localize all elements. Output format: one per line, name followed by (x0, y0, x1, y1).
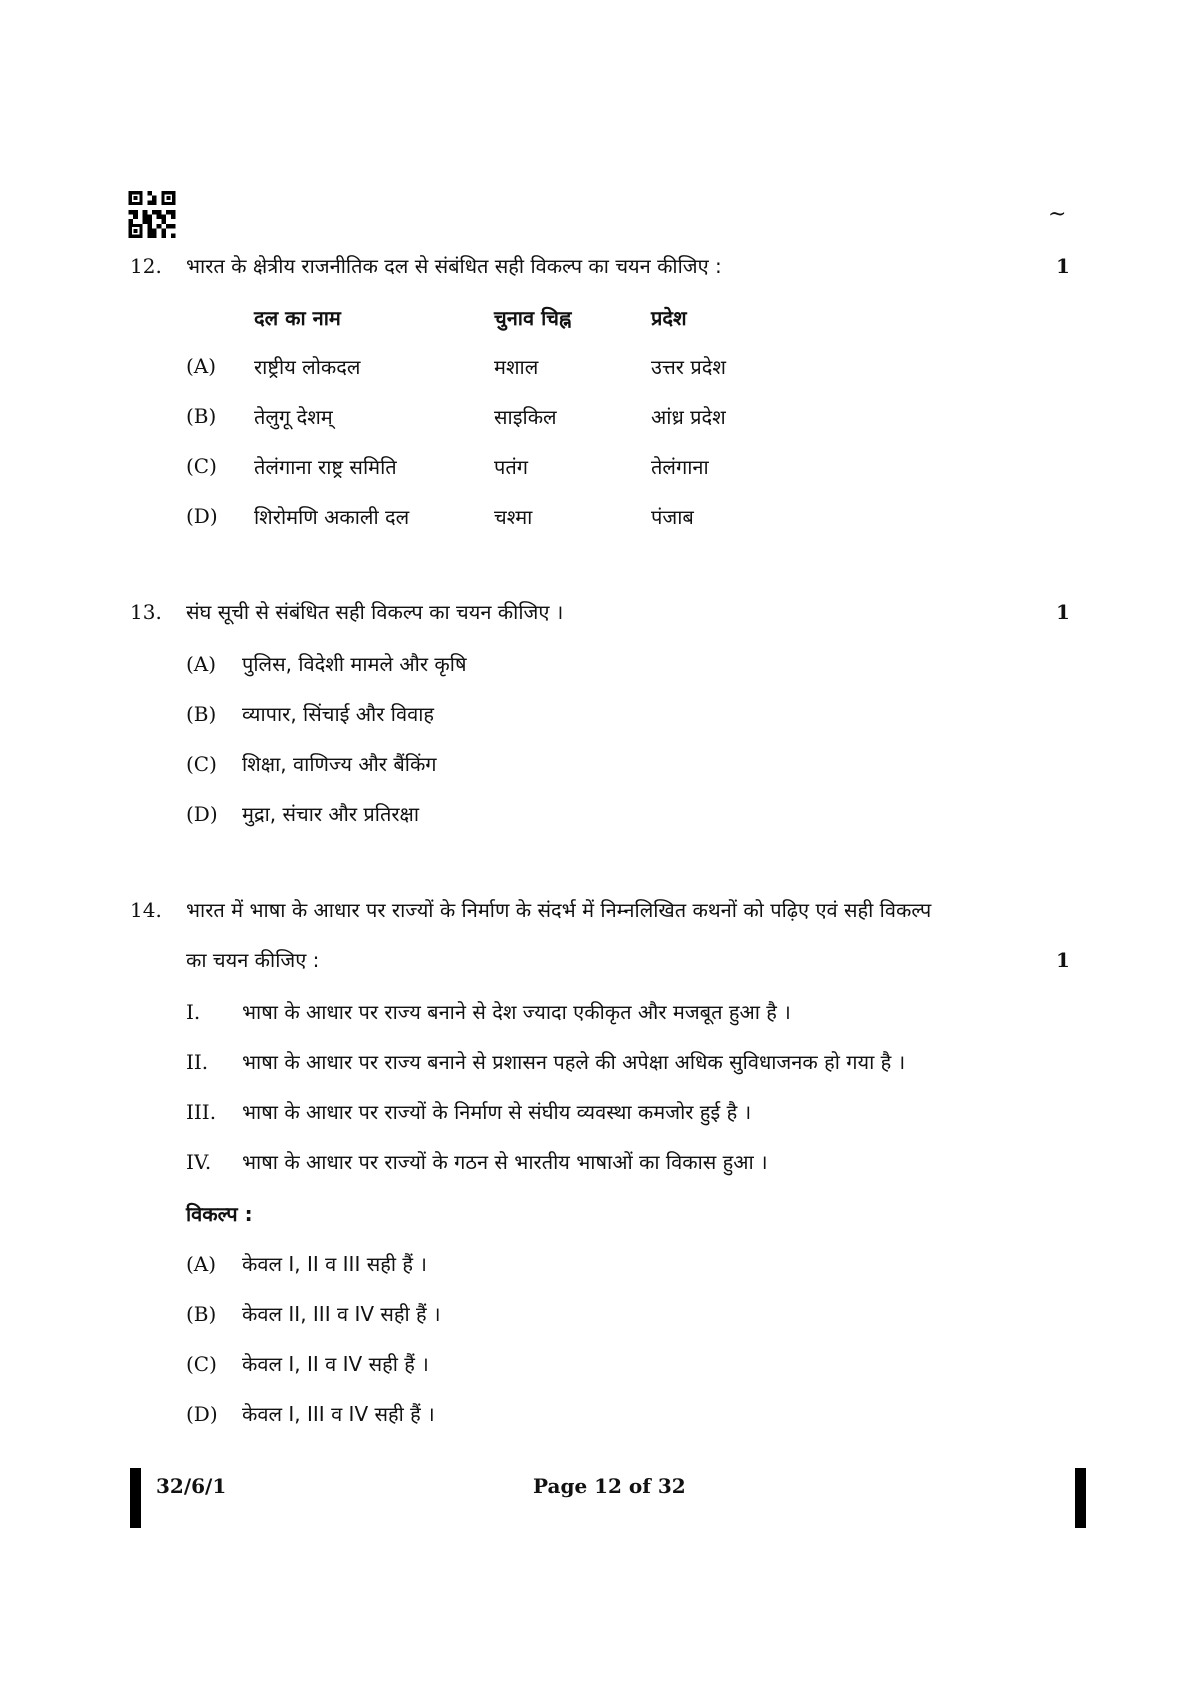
option-party: तेलुगू देशम् (254, 405, 333, 429)
option-label: (A) (186, 1252, 217, 1276)
statement-label: I. (186, 1000, 201, 1024)
option-text: केवल I, III व IV सही हैं । (242, 1402, 435, 1426)
question-14-text-line1: भारत में भाषा के आधार पर राज्यों के निर्माण के संदर्भ में निम्नलिखित कथनों को पढ़िए एवं सही विकल्प (186, 898, 932, 922)
statement-label: IV. (186, 1150, 212, 1174)
paper-code: 32/6/1 (156, 1474, 227, 1498)
option-state: तेलंगाना (651, 455, 709, 479)
statement-label: III. (186, 1100, 217, 1124)
option-text: व्यापार, सिंचाई और विवाह (242, 702, 435, 726)
option-text: केवल I, II व III सही हैं । (242, 1252, 427, 1276)
option-party: राष्ट्रीय लोकदल (254, 355, 361, 379)
option-label: (D) (186, 1402, 218, 1426)
statement-text: भाषा के आधार पर राज्यों के गठन से भारतीय भाषाओं का विकास हुआ । (242, 1150, 768, 1174)
option-label: (C) (186, 752, 217, 776)
footer-left-bar (130, 1468, 141, 1528)
question-14-marks: 1 (1056, 948, 1070, 972)
question-12-marks: 1 (1056, 254, 1070, 278)
option-symbol: मशाल (494, 355, 539, 379)
option-label: (B) (186, 404, 217, 428)
question-14-number: 14. (130, 898, 162, 922)
option-symbol: चश्मा (494, 505, 533, 529)
statement-text: भाषा के आधार पर राज्यों के निर्माण से संघीय व्यवस्था कमजोर हुई है । (242, 1100, 752, 1124)
question-13-text: संघ सूची से संबंधित सही विकल्प का चयन कीजिए । (186, 600, 564, 624)
question-14-text-line2: का चयन कीजिए : (186, 948, 320, 972)
question-13-marks: 1 (1056, 600, 1070, 624)
option-symbol: पतंग (494, 455, 529, 479)
qr-code-icon (127, 191, 177, 238)
column-header-state: प्रदेश (651, 306, 687, 330)
statement-label: II. (186, 1050, 209, 1074)
option-text: केवल II, III व IV सही हैं । (242, 1302, 441, 1326)
option-label: (C) (186, 1352, 217, 1376)
options-heading: विकल्प : (186, 1202, 253, 1226)
option-text: केवल I, II व IV सही हैं । (242, 1352, 429, 1376)
option-text: मुद्रा, संचार और प्रतिरक्षा (242, 802, 420, 826)
page-number: Page 12 of 32 (533, 1474, 686, 1498)
option-label: (A) (186, 652, 217, 676)
statement-text: भाषा के आधार पर राज्य बनाने से प्रशासन पहले की अपेक्षा अधिक सुविधाजनक हो गया है । (242, 1050, 906, 1074)
option-label: (A) (186, 354, 217, 378)
question-12-text: भारत के क्षेत्रीय राजनीतिक दल से संबंधित सही विकल्प का चयन कीजिए : (186, 254, 722, 278)
option-label: (B) (186, 1302, 217, 1326)
option-label: (C) (186, 454, 217, 478)
option-party: शिरोमणि अकाली दल (254, 505, 410, 529)
option-state: उत्तर प्रदेश (651, 355, 726, 379)
column-header-party: दल का नाम (254, 306, 341, 330)
option-symbol: साइकिल (494, 405, 557, 429)
column-header-symbol: चुनाव चिह्न (494, 306, 572, 330)
option-label: (B) (186, 702, 217, 726)
statement-text: भाषा के आधार पर राज्य बनाने से देश ज्यादा एकीकृत और मजबूत हुआ है । (242, 1000, 791, 1024)
option-text: पुलिस, विदेशी मामले और कृषि (242, 652, 467, 676)
option-party: तेलंगाना राष्ट्र समिति (254, 455, 397, 479)
question-13-number: 13. (130, 600, 162, 624)
option-label: (D) (186, 504, 218, 528)
footer-right-bar (1075, 1468, 1086, 1528)
option-state: आंध्र प्रदेश (651, 405, 726, 429)
corner-mark: ~ (1048, 202, 1067, 227)
option-state: पंजाब (651, 505, 694, 529)
option-label: (D) (186, 802, 218, 826)
option-text: शिक्षा, वाणिज्य और बैंकिंग (242, 752, 437, 776)
question-12-number: 12. (130, 254, 162, 278)
